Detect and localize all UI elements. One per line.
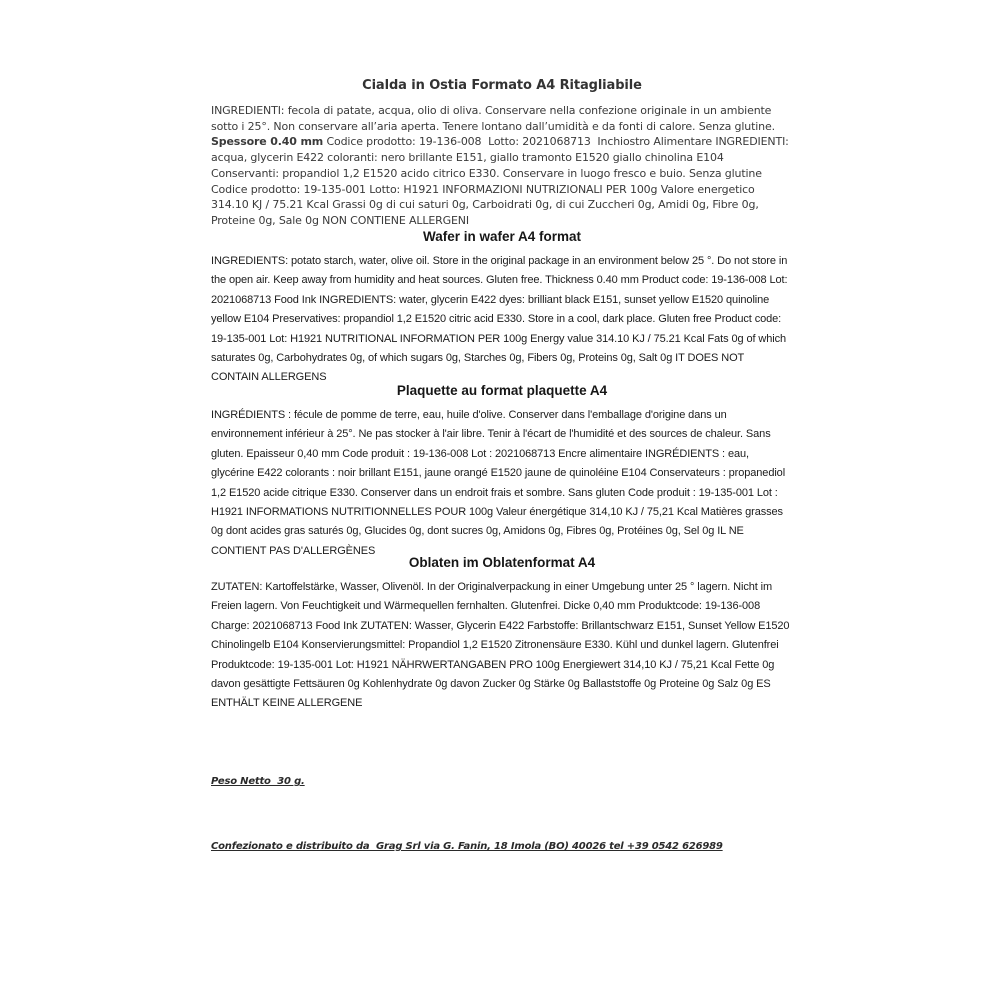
ingredients-paragraph-english: INGREDIENTS: potato starch, water, olive oil. Store in the original package in an environment below 25 °. Do not store in the open air. Keep away from humidity and heat sources. Gluten free. Thickness 0.40 mm Product code: 19-136-008 Lot: 2021068713 Food Ink INGREDIENTS: water, glycerin E422 dyes: brilliant black E151, sunset yellow E1520 quinoline yellow E104 Preservatives: propandiol 1,2 E1520 citric acid E330. Store in a cool, dark place. Gluten free Product code: 19-135-001 Lot: H1921 NUTRITIONAL INFORMATION PER 100g Energy value 314.10 KJ / 75.21 Kcal Fats 0g of which saturates 0g, Carbohydrates 0g, of which sugars 0g, Starches 0g, Fibers 0g, Proteins 0g, Salt 0g IT DOES NOT CONTAIN ALLERGENS <box>211 255 788 384</box>
section-heading-german: Oblaten im Oblatenformat A4 <box>408 555 596 570</box>
document-title: Cialda in Ostia Formato A4 Ritagliabile <box>362 78 642 93</box>
distributor-line: Confezionato e distribuito da Grag Srl via G. Fanin, 18 Imola (BO) 40026 tel +39 0542 626989 <box>211 841 723 852</box>
italian-text-after-thickness: Codice prodotto: 19-136-008 Lotto: 2021068713 Inchiostro Alimentare INGREDIENTI: acqua, glycerin E422 coloranti: nero brillante E151, giallo tramonto E1520 giallo chinolina E104 Conservanti: propandiol 1,2 E1520 acido citrico E330. Conservare in luogo fresco e buio. Senza glutine Codice prodotto: 19-135-001 Lotto: H1921 INFORMAZIONI NUTRIZIONALI PER 100g Valore energetico 314.10 KJ / 75.21 Kcal Grassi 0g di cui saturi 0g, Carboidrati 0g, di cui Zuccheri 0g, Amidi 0g, Fibre 0g, Proteine 0g, Sale 0g NON CONTIENE ALLERGENI <box>211 135 789 227</box>
section-heading-french: Plaquette au format plaquette A4 <box>396 383 608 398</box>
ingredients-paragraph-french: INGRÉDIENTS : fécule de pomme de terre, eau, huile d'olive. Conserver dans l'emballage d'origine dans un environnement inférieur à 25°. Ne pas stocker à l'air libre. Tenir à l'écart de l'humidité et des sources de chaleur. Sans gluten. Epaisseur 0,40 mm Code produit : 19-136-008 Lot : 2021068713 Encre alimentaire INGRÉDIENTS : eau, glycérine E422 colorants : noir brillant E151, jaune orangé E1520 jaune de quinoléine E104 Conservateurs : propanediol 1,2 E1520 acide citrique E330. Conserver dans un endroit frais et sombre. Sans gluten Code produit : 19-135-001 Lot : H1921 INFORMATIONS NUTRITIONNELLES POUR 100g Valeur énergétique 314,10 KJ / 75,21 Kcal Matières grasses 0g dont acides gras saturés 0g, Glucides 0g, dont sucres 0g, Amidons 0g, Fibres 0g, Protéines 0g, Sel 0g IL NE CONTIENT PAS D'ALLERGÈNES <box>211 409 786 557</box>
ingredients-paragraph-german: ZUTATEN: Kartoffelstärke, Wasser, Olivenöl. In der Originalverpackung in einer Umgebung unter 25 ° lagern. Nicht im Freien lagern. Von Feuchtigkeit und Wärmequellen fernhalten. Glutenfrei. Dicke 0,40 mm Produktcode: 19-136-008 Charge: 2021068713 Food Ink ZUTATEN: Wasser, Glycerin E422 Farbstoffe: Brillantschwarz E151, Sunset Yellow E1520 Chinolingelb E104 Konservierungsmittel: Propandiol 1,2 E1520 Zitronensäure E330. Kühl und dunkel lagern. Glutenfrei Produktcode: 19-135-001 Lot: H1921 NÄHRWERTANGABEN PRO 100g Energiewert 314,10 KJ / 75,21 Kcal Fette 0g davon gesättigte Fettsäuren 0g Kohlenhydrate 0g davon Zucker 0g Stärke 0g Ballaststoffe 0g Proteine 0g Salz 0g ES ENTHÄLT KEINE ALLERGENE <box>211 581 790 710</box>
section-heading-english: Wafer in wafer A4 format <box>422 229 582 244</box>
net-weight-line: Peso Netto 30 g. <box>211 776 305 787</box>
ingredients-paragraph-italian <box>211 103 793 229</box>
italian-text-before-thickness: INGREDIENTI: fecola di patate, acqua, olio di oliva. Conservare nella confezione originale in un ambiente sotto i 25°. Non conservare all’aria aperta. Tenere lontano dall’umidità e da fonti di calore. Senza glutine. <box>211 104 775 133</box>
italian-thickness-bold-text: Spessore 0.40 mm <box>211 135 324 149</box>
